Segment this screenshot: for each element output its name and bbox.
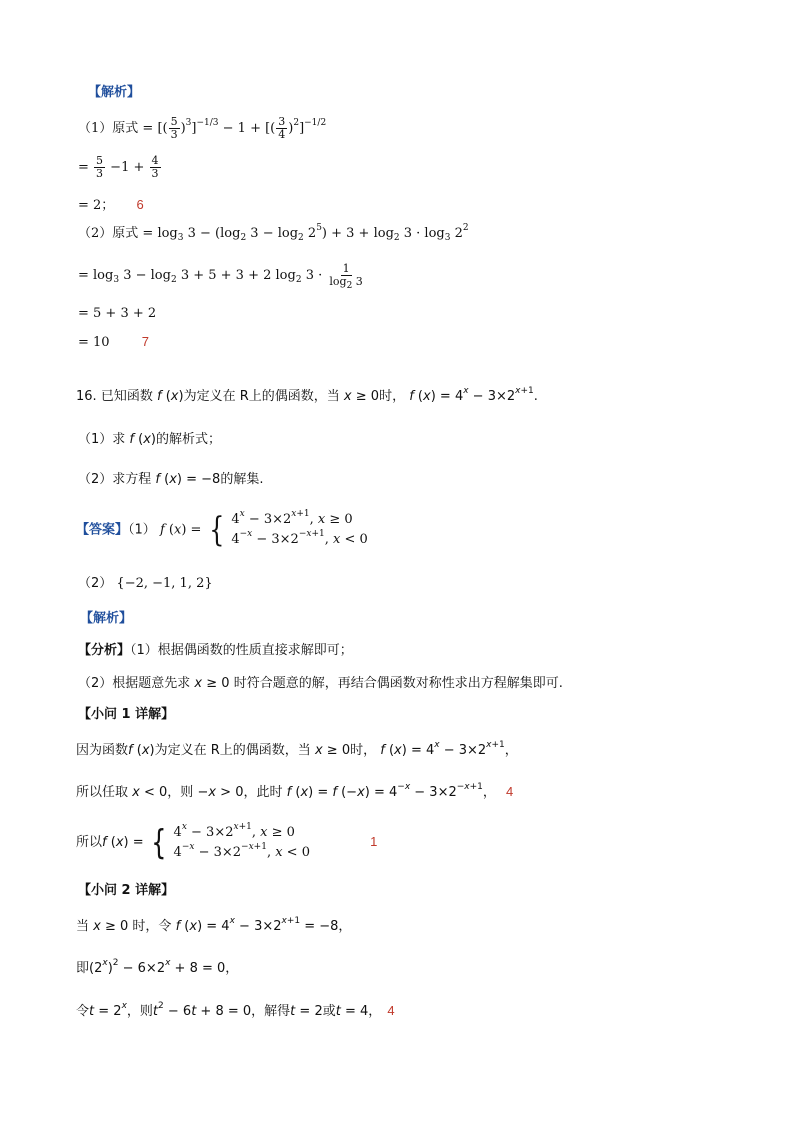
d2-text: ，则 (126, 1004, 153, 1019)
frac-b-num: 4 (151, 154, 159, 167)
d1-text: 上的偶函数，当 (219, 743, 311, 758)
s1-line-5: = $\log_3 3 - \log_2 3 + 5 + 3 + 2$ $\log_2 3$ · $\frac{1}{\log_2 3}$ (78, 262, 363, 291)
s1-line-7-text: = 10 (78, 335, 110, 350)
q16-text: 上的偶函数，当 (248, 389, 340, 404)
s1-line-3 (78, 196, 144, 215)
d2-text: 当 (76, 919, 90, 934)
q16-text: 为定义在 (183, 389, 236, 404)
s1-line-1-prefix: （1）原式 (78, 121, 139, 136)
q16-text: 时， (379, 389, 406, 404)
d2-text: 或 (322, 1004, 336, 1019)
s1-line-2-mid: −1 + (110, 160, 145, 175)
score-mark: 4 (387, 1003, 395, 1018)
s1-line-4: （2）原式 = $\log_3 3 - (\log_2$ $3 - \log_2 2^5) + 3 + \log_2 3 \cdot \log_3 2^2$ (78, 223, 469, 243)
q16-sub-2-suffix: 的解集. (220, 472, 264, 487)
answer-block: 【答案】（1） f (x) = { $4^x - 3\times 2^{x+1}$, x ≥ 0 $4^{-x} - 3\times 2^{-x+1}$, x < 0 (76, 509, 368, 550)
s1-line-1: （1）原式 = [( $\frac{5}{3}$ )$^3$]$^{-1/3}$ − 1 + [( $\frac{3}{4}$ )$^2$]$^{-1/2}$ (78, 115, 327, 141)
q16-text: 已知函数 (100, 389, 153, 404)
brace-icon: { (150, 822, 167, 863)
fenxi-text-1: （1）根据偶函数的性质直接求解即可； (130, 643, 353, 658)
s1-line-4-prefix: （2）原式 (78, 226, 139, 241)
d2-text: ，解得 (251, 1004, 291, 1019)
d2-text: 令 (76, 1004, 90, 1019)
detail-1-line-2: 所以任取 x < 0，则 −x > 0，此时 f (x) = f $(-x) = 4^{-x} - 3\times 2^{-x+1}$， 4 (76, 782, 514, 800)
detail-2-heading: 【小问 2 详解】 (78, 883, 175, 898)
s1-line-7 (78, 333, 149, 352)
s1-line-2: = $\frac{5}{3}$ −1 + $\frac{4}{3}$ (78, 154, 159, 180)
score-mark: 4 (506, 784, 514, 799)
fenxi-label: 【分析】 (78, 643, 131, 658)
detail-2-line-3: 令$t = 2^x$，则$t^2 - 6t + 8 = 0$，解得t = 2或t = 4， 4 (76, 1001, 395, 1019)
detail-2-line-2: 即$(2^x)^2 - 6\times 2^x + 8 = 0$， (76, 958, 239, 976)
fenxi-line-1 (78, 642, 353, 660)
q16-sub-2: （2）求方程 f (x) = −8的解集. (78, 472, 264, 487)
answer-part-2-value: {−2, −1, 1, 2} (116, 576, 213, 591)
q16-sub-1-prefix: （1）求 (78, 432, 126, 447)
brace-icon: { (208, 510, 224, 550)
q16-sub-1-suffix: 的解析式； (156, 432, 222, 447)
d1-text: ，则 (167, 785, 194, 800)
question-16: 16. 已知函数 f (x)为定义在 R上的偶函数，当 x ≥ 0时， f $(x) = 4^x - 3\times 2^{x+1}$. (76, 386, 538, 404)
d1-text: 所以任取 (76, 785, 129, 800)
answer-part-2 (78, 575, 213, 593)
fenxi-text-2a: （2）根据题意先求 (78, 676, 191, 691)
d2-text: 即 (76, 961, 90, 976)
d1-text: 为定义在 (154, 743, 207, 758)
piecewise-cases: $4^x - 3\times 2^{x+1}$, x ≥ 0 $4^{-x} - 3\times 2^{-x+1}$, x < 0 (231, 509, 368, 547)
d1-text: 时， (350, 743, 377, 758)
fenxi-line-2: （2）根据题意先求 x ≥ 0 时符合题意的解，再结合偶函数对称性求出方程解集即可. (78, 676, 563, 691)
score-mark: 1 (370, 834, 378, 849)
q16-sub-2-prefix: （2）求方程 (78, 472, 152, 487)
detail-2-line-1: 当 x ≥ 0 时，令 f $(x) = 4^x - 3\times 2^{x+1} = -8$， (76, 916, 352, 934)
answer-label: 【答案】 (76, 522, 129, 538)
detail-1-line-1: 因为函数f (x)为定义在 R上的偶函数，当 x ≥ 0时， f $(x) = 4^x - 3\times 2^{x+1}$， (76, 740, 518, 758)
analysis-heading-1: 【解析】 (88, 85, 141, 100)
q16-sub-1: （1）求 f (x)的解析式； (78, 432, 222, 447)
score-mark: 6 (136, 197, 144, 212)
s1-line-6: = 5 + 3 + 2 (78, 306, 157, 321)
answer-part-1-prefix: （1） (128, 522, 156, 538)
frac-b-den: 3 (151, 167, 159, 180)
piecewise-cases: $4^x - 3\times 2^{x+1}$, x ≥ 0 $4^{-x} - 3\times 2^{-x+1}$, x < 0 (173, 821, 310, 860)
fenxi-text-2b: 时符合题意的解，再结合偶函数对称性求出方程解集即可. (233, 676, 563, 691)
real-set-symbol: R (210, 743, 220, 758)
d2-text: 时，令 (132, 919, 172, 934)
d1-text: ，此时 (243, 785, 283, 800)
d1-text: 因为函数 (76, 743, 129, 758)
score-mark: 7 (141, 334, 149, 349)
s1-line-3-text: = 2； (78, 198, 115, 213)
frac-a-den: 3 (96, 167, 104, 180)
detail-1-line-3: 所以f (x) = { $4^x - 3\times 2^{x+1}$, x ≥ 0 $4^{-x} - 3\times 2^{-x+1}$, x < 0 1 (76, 821, 378, 863)
real-set-symbol: R (239, 389, 249, 404)
detail-1-heading: 【小问 1 详解】 (78, 707, 175, 722)
frac-a-num: 5 (96, 154, 104, 167)
d1-text: 所以 (76, 835, 103, 850)
analysis-heading-2: 【解析】 (80, 611, 133, 626)
question-number: 16. (76, 389, 97, 404)
answer-part-2-prefix: （2） (78, 576, 113, 591)
